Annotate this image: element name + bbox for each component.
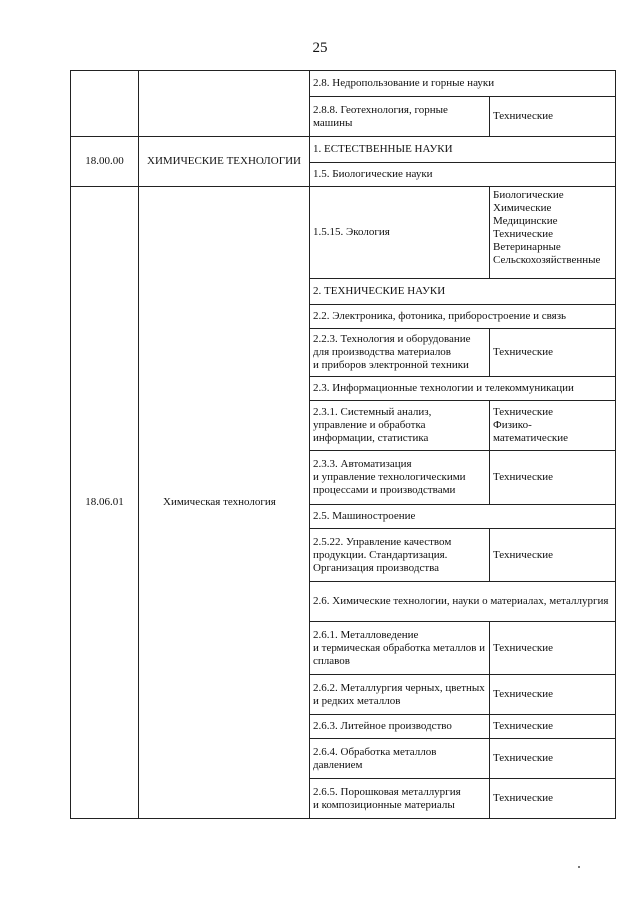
field-cell: Технические xyxy=(490,97,616,137)
specialty-cell: 2.8.8. Геотехнология, горные машины xyxy=(310,97,490,137)
specialty-cell: 2.5.22. Управление качеством продукции. Стандартизация. Организация производства xyxy=(310,529,490,582)
specialty-cell: 2.6.2. Металлургия черных, цветных и редких металлов xyxy=(310,675,490,715)
field-cell: Технические xyxy=(490,715,616,739)
specialty-cell: 2.6.3. Литейное производство xyxy=(310,715,490,739)
science-subgroup-cell: 2.2. Электроника, фотоника, приборостроение и связь xyxy=(310,305,616,329)
field-cell: Технические xyxy=(490,739,616,779)
code-cell: 18.00.00 xyxy=(71,137,139,187)
field-cell: Технические xyxy=(490,675,616,715)
table-row xyxy=(71,137,616,163)
specialty-cell: 2.6.5. Порошковая металлургия и композиционные материалы xyxy=(310,779,490,819)
science-group-cell: 2. ТЕХНИЧЕСКИЕ НАУКИ xyxy=(310,279,616,305)
table-row xyxy=(71,187,616,279)
specialty-cell: 2.3.1. Системный анализ, управление и обработка информации, статистика xyxy=(310,401,490,451)
code-cell-empty xyxy=(71,71,139,137)
specialty-cell: 1.5.15. Экология xyxy=(310,187,490,279)
field-cell: Технические xyxy=(490,622,616,675)
field-cell: Биологические Химические Медицинские Технические Ветеринарные Сельскохозяйственные xyxy=(490,187,616,279)
specialty-cell: 2.6.1. Металловедение и термическая обработка металлов и сплавов xyxy=(310,622,490,675)
field-cell: Технические xyxy=(490,779,616,819)
field-cell: Технические Физико- математические xyxy=(490,401,616,451)
page-number: 25 xyxy=(312,40,328,56)
name-cell-empty xyxy=(139,71,310,137)
name-cell: ХИМИЧЕСКИЕ ТЕХНОЛОГИИ xyxy=(139,137,310,187)
name-cell: Химическая технология xyxy=(139,187,310,819)
science-subgroup-cell: 2.6. Химические технологии, науки о материалах, металлургия xyxy=(310,582,616,622)
field-cell: Технические xyxy=(490,329,616,377)
science-subgroup-cell: 1.5. Биологические науки xyxy=(310,163,616,187)
table-row xyxy=(71,71,616,97)
science-subgroup-cell: 2.3. Информационные технологии и телекоммуникации xyxy=(310,377,616,401)
specialty-cell: 2.3.3. Автоматизация и управление технологическими процессами и производствами xyxy=(310,451,490,505)
field-cell: Технические xyxy=(490,529,616,582)
specialty-cell: 2.2.3. Технология и оборудование для производства материалов и приборов электронной техники xyxy=(310,329,490,377)
specialties-table xyxy=(70,70,616,819)
science-group-cell: 2.8. Недропользование и горные науки xyxy=(310,71,616,97)
field-cell: Технические xyxy=(490,451,616,505)
science-subgroup-cell: 2.5. Машиностроение xyxy=(310,505,616,529)
scan-speck xyxy=(578,866,580,868)
science-group-cell: 1. ЕСТЕСТВЕННЫЕ НАУКИ xyxy=(310,137,616,163)
specialty-cell: 2.6.4. Обработка металлов давлением xyxy=(310,739,490,779)
code-cell: 18.06.01 xyxy=(71,187,139,819)
